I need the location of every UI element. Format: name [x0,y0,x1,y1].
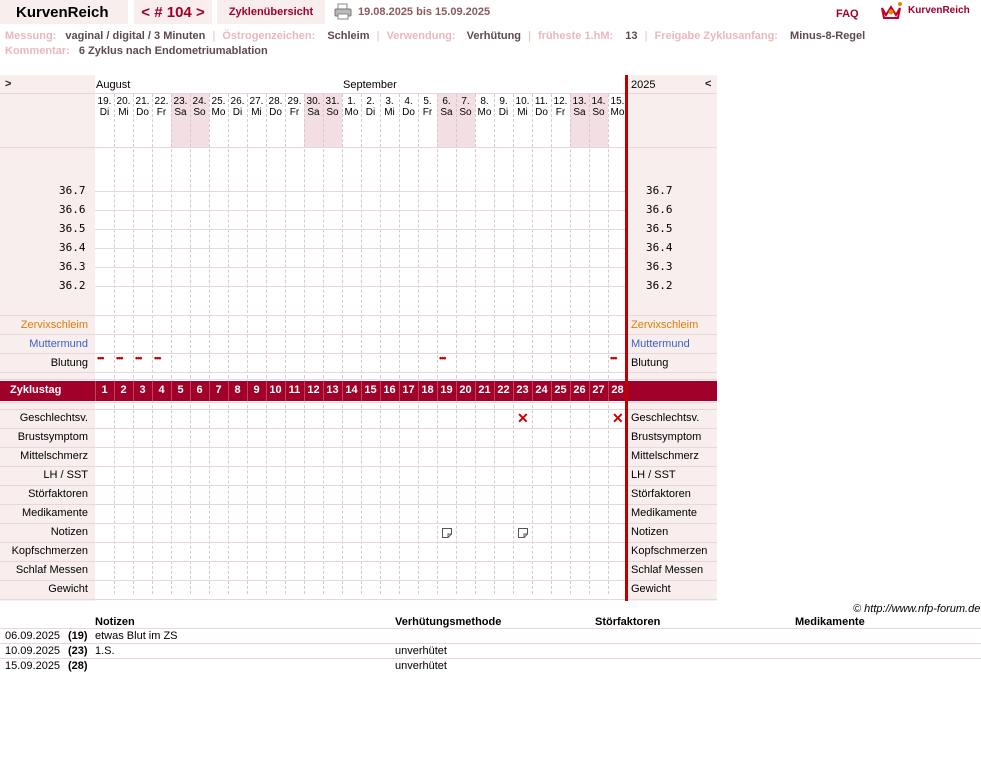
date-range: 19.08.2025 bis 15.09.2025 [358,6,491,18]
table-row [0,658,981,673]
grid-vline [247,94,248,594]
day-header [95,96,114,118]
grid-vline [513,94,514,594]
grid-hline [0,485,717,486]
temp-gridline [95,267,627,268]
cycle-day-separator [532,381,533,401]
next-cycle-button[interactable]: > [195,4,205,21]
day-weekday: Mi [118,107,129,118]
day-weekday: So [193,107,206,118]
grid-vline [475,94,476,594]
day-date: 26. [230,96,245,107]
comment-line [5,45,268,57]
grid-hline [0,504,717,505]
day-date: 7. [461,96,470,107]
grid-hline [0,466,717,467]
day-date: 14. [591,96,606,107]
kommentar-label: Kommentar: [5,45,70,57]
row-label-gewicht-right: Gewicht [631,583,671,595]
day-date: 8. [480,96,489,107]
cycle-day-separator [551,381,552,401]
cycle-day-number[interactable]: 2 [120,384,127,396]
temp-label: 36.7 [59,184,86,197]
day-date: 3. [385,96,394,107]
day-weekday: Di [365,107,376,118]
freigabe-label: Freigabe Zyklusanfang: [654,30,778,42]
cycle-day-number[interactable]: 19 [440,384,453,396]
day-date: 25. [211,96,226,107]
month-august: August [96,79,131,91]
temp-label-right: 36.7 [646,184,673,197]
table-row [0,628,981,643]
day-date: 1. [347,96,356,107]
cycle-day-number[interactable]: 25 [554,384,567,396]
row-label-blutung: Blutung [50,357,88,369]
grid-hline [0,523,717,524]
day-weekday: Fr [156,107,167,118]
note-icon[interactable] [518,528,528,538]
day-date: 23. [173,96,188,107]
day-weekday: Di [498,107,509,118]
cycle-day-number[interactable]: 23 [516,384,529,396]
day-weekday: So [459,107,472,118]
cycle-day-separator [304,381,305,401]
day-header [247,96,266,118]
day-header [380,96,399,118]
temp-label: 36.5 [59,222,86,235]
grid-vline [361,94,362,594]
day-header [342,96,361,118]
day-header [399,96,418,118]
cycle-navigator [134,0,212,24]
day-header [304,96,323,118]
row-date: 06.09.2025 [5,630,61,642]
row-label-lh-sst-right: LH / SST [631,469,676,481]
messung-value: vaginal / digital / 3 Minuten [65,30,206,42]
temp-gridline [95,191,627,192]
cycle-day-separator [570,381,571,401]
cycle-day-separator [380,381,381,401]
cycle-day-separator [494,381,495,401]
day-weekday: Sa [573,107,586,118]
cycle-day-separator [228,381,229,401]
temp-gridline [95,286,627,287]
temp-gridline [95,210,627,211]
col-header-medikamente: Medikamente [795,616,865,628]
grid-vline [190,94,191,594]
cycle-day-number[interactable]: 5 [177,384,184,396]
day-weekday: Mo [477,107,492,118]
day-weekday: So [326,107,339,118]
messung-label: Messung: [5,30,57,42]
cycle-overview-link[interactable]: Zyklenübersicht [217,0,325,24]
verwendung-value: Verhütung [466,30,522,42]
row-label-geschlechtsv-right: Geschlechtsv. [631,412,700,424]
intercourse-mark[interactable]: ✕ [517,410,529,426]
cycle-day-number[interactable]: 17 [402,384,415,396]
row-notiz: etwas Blut im ZS [95,630,178,642]
table-row [0,643,981,658]
separator: | [376,30,380,42]
grid-vline [171,94,172,594]
cycle-day-number[interactable]: 26 [573,384,586,396]
grid-vline [437,94,438,594]
cycle-day-number[interactable]: 7 [215,384,222,396]
bleeding-mark[interactable]: ••• [154,353,161,363]
copyright[interactable]: © http://www.nfp-forum.de [853,603,981,615]
day-weekday: Di [232,107,243,118]
separator: | [528,30,531,42]
grid-hline [0,561,717,562]
grid-vline [551,94,552,594]
day-header [114,96,133,118]
cycle-day-separator [152,381,153,401]
day-date: 15. [610,96,625,107]
row-label-muttermund: Muttermund [29,338,88,350]
day-weekday: Mo [211,107,226,118]
day-weekday: Mo [610,107,625,118]
day-date: 13. [572,96,587,107]
scroll-right-button[interactable]: < [705,78,712,90]
temp-label: 36.3 [59,260,86,273]
brand-title[interactable]: KurvenReich [0,0,128,24]
row-notiz: 1.S. [95,645,115,657]
grid-hline [0,447,717,448]
day-header [285,96,304,118]
day-date: 28. [268,96,283,107]
day-date: 24. [192,96,207,107]
day-weekday: Di [99,107,110,118]
grid-vline [152,94,153,594]
temp-label-right: 36.4 [646,241,673,254]
row-label-zervixschleim-right: Zervixschleim [631,319,699,331]
cycle-day-number[interactable]: 9 [253,384,260,396]
col-header-stoerfaktoren: Störfaktoren [595,616,661,628]
cycle-number: # 104 [154,4,192,21]
print-icon[interactable] [334,3,352,20]
cycle-day-separator [95,381,96,401]
temp-label-right: 36.3 [646,260,673,273]
day-date: 10. [515,96,530,107]
cycle-day-separator [513,381,514,401]
prev-cycle-button[interactable]: < [141,4,151,21]
verwendung-label: Verwendung: [386,30,456,42]
grid-vline [494,94,495,594]
day-weekday: Fr [555,107,566,118]
row-label-brustsymptom: Brustsymptom [17,431,88,443]
cycle-day-number[interactable]: 11 [288,384,301,396]
cycle-day-separator [437,381,438,401]
day-weekday: Mi [517,107,528,118]
cycle-day-number[interactable]: 27 [592,384,605,396]
bleeding-mark[interactable]: ••• [116,353,123,363]
day-header [551,96,570,118]
day-date: 30. [306,96,321,107]
cycle-day-number[interactable]: 3 [139,384,146,396]
day-header [437,96,456,118]
grid-hline [0,580,717,581]
grid-hline [0,334,717,335]
day-header [361,96,380,118]
row-label-mittelschmerz-right: Mittelschmerz [631,450,699,462]
row-label-schlaf-messen: Schlaf Messen [15,564,88,576]
cycle-day-separator [361,381,362,401]
cycle-day-number[interactable]: 28 [611,384,624,396]
temp-label: 36.6 [59,203,86,216]
grid-vline [266,94,267,594]
day-weekday: Mi [384,107,395,118]
row-label-mittelschmerz: Mittelschmerz [20,450,88,462]
temp-label-right: 36.5 [646,222,673,235]
temp-label-right: 36.6 [646,203,673,216]
day-header [190,96,209,118]
cycle-day-separator [133,381,134,401]
cycle-day-number[interactable]: 16 [383,384,396,396]
grid-hline [0,599,717,600]
cycle-day-separator [456,381,457,401]
kurvenreich-logo[interactable] [880,1,980,21]
cycle-day-separator [266,381,267,401]
cycle-day-number[interactable]: 10 [269,384,282,396]
cycle-day-number[interactable]: 4 [158,384,165,396]
row-label-zervixschleim: Zervixschleim [20,319,88,331]
grid-vline [418,94,419,594]
cycle-day-separator [589,381,590,401]
kommentar-value: 6 Zyklus nach Endometriumablation [78,45,268,57]
grid-vline [589,94,590,594]
day-weekday: Mo [344,107,359,118]
grid-hline [0,402,717,403]
cycle-day-separator [114,381,115,401]
row-label-blutung-right: Blutung [631,357,669,369]
day-weekday: Sa [174,107,187,118]
hm-value: 13 [625,30,638,42]
cycle-day-number[interactable]: 12 [307,384,320,396]
grid-vline [133,94,134,594]
row-methode: unverhütet [395,660,447,672]
row-label-notizen: Notizen [50,526,88,538]
grid-vline [399,94,400,594]
grid-vline [532,94,533,594]
day-weekday: Mi [251,107,262,118]
day-header [228,96,247,118]
row-label-störfaktoren-right: Störfaktoren [631,488,691,500]
bleeding-mark[interactable]: ••• [610,353,617,363]
day-header [266,96,285,118]
grid-vline [285,94,286,594]
day-date: 5. [423,96,432,107]
cycle-day-number[interactable]: 1 [101,384,108,396]
day-date: 21. [135,96,150,107]
day-date: 9. [499,96,508,107]
day-header [209,96,228,118]
day-header [323,96,342,118]
grid-hline [0,93,717,94]
row-label-brustsymptom-right: Brustsymptom [631,431,702,443]
day-date: 4. [404,96,413,107]
day-header [133,96,152,118]
grid-vline [323,94,324,594]
cycle-day-separator [247,381,248,401]
cycle-day-separator [171,381,172,401]
row-label-kopfschmerzen-right: Kopfschmerzen [631,545,708,557]
day-date: 6. [442,96,451,107]
cycle-day-separator [323,381,324,401]
row-label-geschlechtsv: Geschlechtsv. [19,412,88,424]
grid-vline [228,94,229,594]
day-header [513,96,532,118]
oestrogen-label: Östrogenzeichen: [222,30,316,42]
temp-label-right: 36.2 [646,279,673,292]
grid-vline [209,94,210,594]
cycle-day-number[interactable]: 24 [535,384,548,396]
day-date: 11. [534,96,549,107]
temp-gridline [95,229,627,230]
row-label-notizen-right: Notizen [631,526,669,538]
day-weekday: Do [136,107,149,118]
cycle-day-number[interactable]: 21 [478,384,491,396]
day-date: 27. [249,96,264,107]
row-label-störfaktoren: Störfaktoren [28,488,88,500]
day-weekday: So [592,107,605,118]
day-header [570,96,589,118]
day-weekday: Do [402,107,415,118]
separator: | [212,30,216,42]
row-date: 10.09.2025 [5,645,61,657]
current-day-line [625,75,628,601]
row-date: 15.09.2025 [5,660,61,672]
cycle-day-label: Zyklustag [10,384,62,396]
bleeding-mark[interactable]: ••• [135,353,142,363]
grid-hline [0,372,717,373]
cycle-day-number[interactable]: 20 [459,384,472,396]
row-label-medikamente: Medikamente [21,507,88,519]
note-icon[interactable] [442,528,452,538]
cycle-day-number[interactable]: 8 [234,384,241,396]
scroll-left-button[interactable]: > [5,78,12,90]
cycle-day-number[interactable]: 22 [497,384,510,396]
grid-hline [0,315,717,316]
row-methode: unverhütet [395,645,447,657]
cycle-chart [0,75,717,601]
col-header-methode: Verhütungsmethode [395,616,502,628]
row-label-schlaf-messen-right: Schlaf Messen [631,564,704,576]
cycle-day-number[interactable]: 14 [345,384,358,396]
day-header [152,96,171,118]
oestrogen-value: Schleim [327,30,370,42]
logo-text: KurvenReich [908,5,970,16]
cycle-day-band [0,381,717,401]
temp-gridline [95,248,627,249]
row-label-medikamente-right: Medikamente [631,507,698,519]
grid-vline [114,94,115,594]
grid-hline [0,428,717,429]
row-label-gewicht: Gewicht [48,583,88,595]
day-header [456,96,475,118]
day-weekday: Sa [307,107,320,118]
day-header [494,96,513,118]
temp-label: 36.4 [59,241,86,254]
freigabe-value: Minus-8-Regel [790,30,866,42]
month-september: September [343,79,397,91]
hm-label: früheste 1.hM: [538,30,614,42]
cycle-day-number[interactable]: 6 [196,384,203,396]
cycle-day-separator [418,381,419,401]
cycle-day-separator [209,381,210,401]
grid-vline [342,94,343,594]
day-header [418,96,437,118]
cycle-day-separator [399,381,400,401]
separator: | [644,30,648,42]
grid-vline [456,94,457,594]
cycle-day-number[interactable]: 18 [421,384,434,396]
day-header [532,96,551,118]
day-date: 12. [553,96,568,107]
grid-hline [0,542,717,543]
grid-vline [380,94,381,594]
day-weekday: Do [269,107,282,118]
year-label: 2025 [631,79,656,91]
intercourse-mark[interactable]: ✕ [612,410,624,426]
day-weekday: Do [535,107,548,118]
day-date: 2. [366,96,375,107]
cycle-info-line [5,30,865,42]
temp-label: 36.2 [59,279,86,292]
grid-vline [570,94,571,594]
row-cycle-day: (23) [68,645,88,657]
day-date: 29. [287,96,302,107]
day-header [475,96,494,118]
bleeding-mark[interactable]: ••• [439,353,446,363]
grid-hline [0,147,717,148]
col-header-notizen: Notizen [95,616,135,628]
cycle-day-separator [285,381,286,401]
grid-vline [304,94,305,594]
day-date: 19. [97,96,112,107]
faq-link[interactable]: FAQ [836,8,859,20]
day-weekday: Sa [440,107,453,118]
cycle-day-separator [342,381,343,401]
cycle-day-number[interactable]: 15 [364,384,377,396]
day-header [589,96,608,118]
cycle-day-separator [190,381,191,401]
day-date: 22. [154,96,169,107]
day-weekday: Fr [422,107,433,118]
day-weekday: Fr [289,107,300,118]
top-bar [0,0,981,24]
row-label-lh-sst: LH / SST [43,469,88,481]
row-label-kopfschmerzen: Kopfschmerzen [11,545,88,557]
cycle-day-separator [475,381,476,401]
grid-hline [0,379,717,380]
row-cycle-day: (19) [68,630,88,642]
grid-vline [608,94,609,594]
crown-logo-icon [880,1,902,21]
row-cycle-day: (28) [68,660,88,672]
grid-hline [0,409,717,410]
cycle-day-number[interactable]: 13 [326,384,339,396]
cycle-day-separator [608,381,609,401]
day-date: 31. [325,96,340,107]
day-date: 20. [116,96,131,107]
bleeding-mark[interactable]: ••• [97,353,104,363]
day-header [171,96,190,118]
row-label-muttermund-right: Muttermund [631,338,690,350]
